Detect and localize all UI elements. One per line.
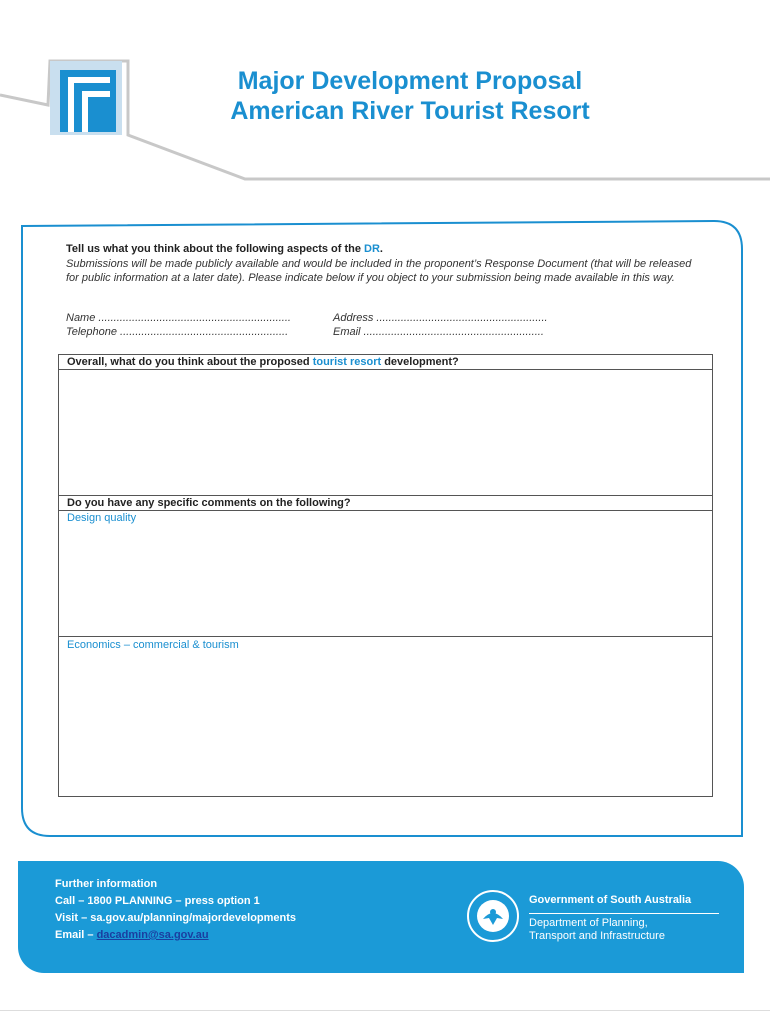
piping-shrike-emblem-icon (466, 889, 520, 943)
topic-economics: Economics – commercial & tourism (67, 639, 239, 651)
intro-heading-text: Tell us what you think about the following aspects of the (66, 243, 365, 255)
page-title-line2: American River Tourist Resort (230, 97, 590, 125)
economics-comment-area[interactable] (59, 654, 712, 796)
topic-design-quality: Design quality (67, 512, 137, 524)
footer-heading: Further information (55, 878, 158, 890)
intro-heading-suffix: . (379, 243, 383, 255)
design-quality-comment-area[interactable] (59, 527, 712, 635)
intro-heading-dr: DR (364, 243, 380, 255)
footer-email-link[interactable]: dacadmin@sa.gov.au (96, 929, 209, 941)
page-bottom-rule (0, 1010, 770, 1011)
government-name: Government of South Australia (529, 894, 692, 906)
footer-email (55, 927, 209, 944)
question-specific: Do you have any specific comments on the following? (67, 497, 351, 509)
footer-call: Call – 1800 PLANNING – press option 1 (55, 895, 260, 907)
question-overall-highlight: tourist resort (312, 356, 382, 368)
row-divider (59, 495, 712, 496)
department-name-line1: Department of Planning, (529, 917, 648, 929)
question-overall (67, 356, 459, 368)
telephone-field-label[interactable]: Telephone ....................................................... (66, 326, 289, 338)
footer-visit: Visit – sa.gov.au/planning/majordevelopments (55, 912, 297, 924)
address-field-label[interactable]: Address ........................................................ (333, 312, 548, 324)
page-title-line1: Major Development Proposal (237, 67, 583, 95)
row-divider (59, 636, 712, 637)
row-divider (59, 510, 712, 511)
email-field-label[interactable]: Email ........................................................... (333, 326, 544, 338)
comment-table (58, 354, 713, 797)
intro-body: Submissions will be made publicly available and would be included in the proponent’s Response Document (that will be released for public information at a later date). Please indicate below if you object to your submission being made available in this way. (66, 258, 692, 284)
footer-email-prefix: Email – (55, 929, 97, 941)
question-overall-text: Overall, what do you think about the proposed (67, 356, 313, 368)
overall-comment-area[interactable] (59, 370, 712, 495)
government-divider (529, 913, 719, 914)
footer-banner (18, 861, 744, 973)
name-field-label[interactable]: Name ............................................................... (66, 312, 291, 324)
intro-heading (66, 242, 383, 256)
department-name-line2: Transport and Infrastructure (529, 930, 665, 942)
question-overall-suffix: development? (381, 356, 459, 368)
